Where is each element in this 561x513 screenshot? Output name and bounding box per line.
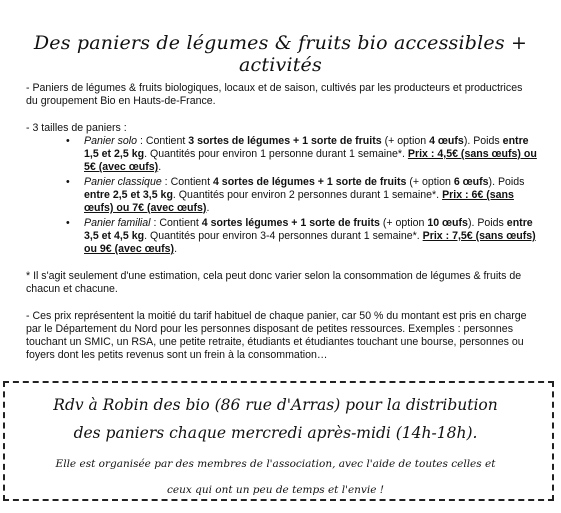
bullet-icon: • <box>66 135 70 147</box>
basket-egg-option: 6 œufs <box>453 176 489 188</box>
basket-contents: 4 sortes de légumes + 1 sorte de fruits <box>212 176 407 188</box>
basket-text: ). Poids <box>467 217 507 229</box>
bullet-icon: • <box>66 217 70 229</box>
basket-text: (+ option <box>379 217 428 229</box>
basket-text: . <box>174 243 178 255</box>
basket-text: . Quantités pour environ 1 personne durant 1 semaine*. <box>144 148 408 160</box>
basket-name: Panier classique <box>84 176 162 188</box>
basket-egg-option: 10 œufs <box>427 217 468 229</box>
basket-text: . Quantités pour environ 3-4 personnes durant 1 semaine*. <box>144 230 423 242</box>
basket-price: Prix : 7,5€ (sans œufs) ou 9€ (avec œufs) <box>84 230 536 255</box>
basket-text: ). Poids <box>463 135 503 147</box>
basket-text: (+ option <box>381 135 430 147</box>
distribution-line-2: des paniers chaque mercredi après-midi (14h-18h). <box>73 424 478 442</box>
basket-price: Prix : 4,5€ (sans œufs) ou 5€ (avec œufs) <box>84 148 537 173</box>
basket-text: ). Poids <box>488 176 525 188</box>
basket-egg-option: 4 œufs <box>429 135 464 147</box>
bullet-icon: • <box>66 176 70 188</box>
footnote: * Il s'agit seulement d'une estimation, cela peut donc varier selon la consommation de légumes & fruits de chacun et chacune. <box>26 270 522 295</box>
intro-paragraph: - Paniers de légumes & fruits biologiques, locaux et de saison, cultivés par les producteurs et productrices du groupement Bio en Hauts-de-France. <box>26 82 523 107</box>
basket-text: (+ option <box>406 176 454 188</box>
basket-weight: entre 1,5 et 2,5 kg <box>84 135 529 160</box>
basket-text: . <box>158 161 162 173</box>
list-item <box>64 217 539 256</box>
basket-price: Prix : 6€ (sans œufs) ou 7€ (avec œufs) <box>84 189 514 214</box>
basket-text: . <box>206 202 210 214</box>
list-item <box>64 135 539 174</box>
basket-name: Panier familial <box>84 217 151 229</box>
basket-weight: entre 3,5 et 4,5 kg <box>84 217 533 242</box>
distribution-line-1: Rdv à Robin des bio (86 rue d'Arras) pour la distribution <box>53 396 498 414</box>
basket-text: : Contient <box>150 217 202 229</box>
distribution-line-4: ceux qui ont un peu de temps et l'envie ! <box>167 484 384 496</box>
basket-text: : Contient <box>161 176 213 188</box>
page-title: Des paniers de légumes & fruits bio accessibles + activités <box>33 32 528 76</box>
basket-contents: 4 sortes légumes + 1 sorte de fruits <box>201 217 380 229</box>
list-item <box>64 176 539 215</box>
basket-text: . Quantités pour environ 2 personnes durant 1 semaine*. <box>172 189 443 201</box>
basket-text: : Contient <box>137 135 189 147</box>
distribution-line-3: Elle est organisée par des membres de l'association, avec l'aide de toutes celles et <box>55 458 496 470</box>
basket-list <box>64 135 539 258</box>
basket-contents: 3 sortes de légumes + 1 sorte de fruits <box>188 135 382 147</box>
prices-note: - Ces prix représentent la moitié du tarif habituel de chaque panier, car 50 % du montant est pris en charge par le Département du Nord pour les personnes disposant de petites ressources. Exemples : personnes touchant un SMIC, un RSA, une petite retraite, étudiants et étudiantes touchant une bourse, personnes ou foyers dont les petits revenus sont un frein à la consommation… <box>26 310 527 361</box>
sizes-heading: - 3 tailles de paniers : <box>26 122 127 134</box>
basket-name: Panier solo <box>84 135 137 147</box>
basket-weight: entre 2,5 et 3,5 kg <box>84 189 173 201</box>
